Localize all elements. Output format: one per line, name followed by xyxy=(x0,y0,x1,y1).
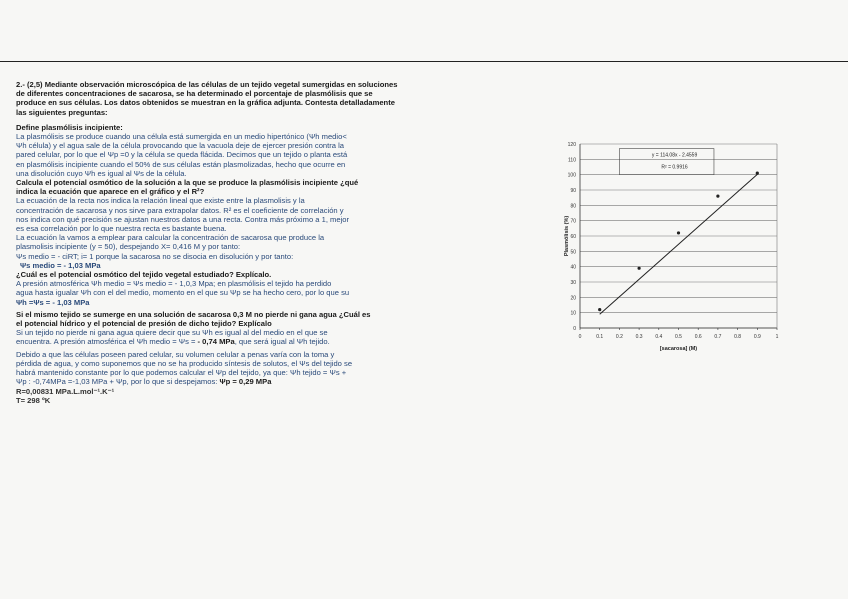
y-tick-label: 20 xyxy=(570,295,576,302)
question-line: 2.- (2,5) Mediante observación microscópica de las células de un tejido vegetal sumergidas en soluciones xyxy=(16,80,398,89)
x-tick-label: 0.3 xyxy=(635,334,643,340)
answer-line xyxy=(16,337,469,346)
answer-tejido xyxy=(16,279,469,297)
answer-line: habrá mantenido constante por lo que podemos calcular el Ψp del tejido, ya que: Ψh tejido = Ψs + xyxy=(16,368,347,378)
x-tick-label: 0.4 xyxy=(655,334,663,340)
x-tick-label: 1 xyxy=(775,334,779,340)
top-rule xyxy=(0,61,848,62)
y-tick-label: 100 xyxy=(567,172,576,179)
y-tick-label: 60 xyxy=(570,234,576,240)
y-tick-label: 30 xyxy=(570,280,576,286)
y-tick-label: 70 xyxy=(570,218,576,225)
answer-line: concentración de sacarosa y nos sirve para extrapolar datos. R² es el coeficiente de correlación y xyxy=(16,205,344,215)
answer-text: Ψp : -0,74MPa =-1,03 MPa + Ψp, por lo que si despejamos: xyxy=(16,377,220,387)
heading-line: Calcula el potencial osmótico de la solución a la que se produce la plasmólisis incipiente ¿qué xyxy=(16,178,359,188)
x-axis-label: [sacarosa] (M) xyxy=(659,346,698,352)
x-tick-label: 0.5 xyxy=(675,334,682,340)
x-tick-label: 0.2 xyxy=(615,334,623,340)
y-tick-label: 50 xyxy=(570,249,576,256)
x-tick-label: 0.6 xyxy=(694,334,702,340)
answer-line: A presión atmosférica Ψh medio = Ψs medio = - 1,0,3 Mpa; en plasmólisis el tejido ha perdido xyxy=(16,279,332,289)
answer-line xyxy=(16,377,469,386)
answer-line: agua hasta igualar Ψh con el del medio, momento en el que su Ψp se ha hecho cero, por lo que su xyxy=(16,288,350,298)
data-point xyxy=(716,195,719,198)
answer-text: encuentra. A presión atmosférica el Ψh medio = Ψs = xyxy=(16,337,198,347)
result-psi-s-medio: Ψs medio = - 1,03 MPa xyxy=(20,260,101,270)
y-axis-label: Plasmólisis (%) xyxy=(564,215,570,257)
y-tick-label: 90 xyxy=(570,188,576,194)
data-point xyxy=(638,267,641,270)
answer-plasmolisis xyxy=(16,132,469,178)
x-tick-label: 0.8 xyxy=(734,334,742,340)
heading-line: el potencial hídrico y el potencial de presión de dicho tejido? Explícalo xyxy=(16,319,272,329)
question-line: de diferentes concentraciones de sacarosa, se ha determinado el porcentaje de plasmólisis que se xyxy=(16,89,373,99)
constant-t: T= 298 ºK xyxy=(16,395,51,405)
answer-line: pared celular, por lo que el Ψp =0 y la célula se queda flácida. Decimos que un tejido o planta está xyxy=(16,150,348,160)
heading-potencial-osmotico-tejido: ¿Cuál es el potencial osmótico del tejido vegetal estudiado? Explícalo. xyxy=(16,270,272,280)
answer-line: plasmolisis incipiente (y = 50), despejando X= 0,416 M y por tanto: xyxy=(16,242,241,252)
answer-line: Ψh célula) y el agua sale de la célula provocando que la vacuola deje de ejercer presión contra la xyxy=(16,141,345,151)
question-statement xyxy=(16,80,469,117)
y-tick-label: 120 xyxy=(567,142,576,148)
answer-line: La ecuación la vamos a emplear para calcular la concentración de sacarosa que produce la xyxy=(16,233,325,243)
data-point xyxy=(756,172,759,175)
heading-plasmolisis: Define plasmólisis incipiente: xyxy=(16,122,123,132)
y-tick-label: 80 xyxy=(570,203,576,210)
constant-r: R=0,00831 MPa.L.mol⁻¹.K⁻¹ xyxy=(16,386,115,396)
x-tick-label: 0 xyxy=(578,334,582,340)
result-psi-h: Ψh =Ψs = - 1,03 MPa xyxy=(16,297,90,307)
y-tick-label: 10 xyxy=(570,310,576,317)
answer-line: pérdida de agua, y como suponemos que no se ha producido síntesis de solutos, el Ψs del tejido se xyxy=(16,358,353,368)
answer-hidrico xyxy=(16,328,469,386)
heading-potencial-hidrico xyxy=(16,310,469,328)
answer-text: , que será igual al Ψh tejido. xyxy=(234,337,330,347)
result-psi-p: Ψp = 0,29 MPa xyxy=(219,377,272,387)
chart-svg xyxy=(562,138,792,360)
x-tick-label: 0.1 xyxy=(596,334,604,340)
data-point xyxy=(677,231,680,234)
trendline xyxy=(600,174,758,314)
question-line: produce en sus células. Los datos obtenidos se muestran en la gráfica adjunta. Contesta detalladamente xyxy=(16,98,395,108)
answer-line: una disolución cuyo Ψh es igual al Ψs de la célula. xyxy=(16,168,187,178)
plasmolisis-chart xyxy=(562,138,792,360)
exam-document xyxy=(16,80,469,405)
y-tick-label: 110 xyxy=(568,157,576,164)
answer-line: nos indica con qué precisión se ajustan nuestros datos a una recta. Contra más próximo a 1, mejor xyxy=(16,214,350,224)
answer-line: en plasmólisis incipiente cuando el 50% de sus células están plasmolizadas, hecho que ocurre en xyxy=(16,159,346,169)
answer-line: es esa correlación por lo que nuestra recta es bastante buena. xyxy=(16,224,227,234)
heading-line: indica la ecuación que aparece en el gráfico y el R²? xyxy=(16,187,205,197)
answer-ecuacion xyxy=(16,196,469,260)
x-tick-label: 0.7 xyxy=(714,334,722,340)
r2-label: R² = 0.9916 xyxy=(661,164,688,171)
answer-line: La ecuación de la recta nos indica la relación lineal que existe entre la plasmolisis y la xyxy=(16,196,305,206)
x-tick-label: 0.9 xyxy=(753,334,761,340)
question-line: las siguientes preguntas: xyxy=(16,107,108,117)
answer-line: Ψs medio = - ciRT; i= 1 porque la sacarosa no se disocia en disolución y por tanto: xyxy=(16,251,294,261)
y-tick-label: 40 xyxy=(570,264,576,271)
heading-line: Si el mismo tejido se sumerge en una solución de sacarosa 0,3 M no pierde ni gana agua ¿Cuál es xyxy=(16,309,371,319)
y-tick-label: 0 xyxy=(573,326,576,332)
answer-line: Debido a que las células poseen pared celular, su volumen celular a penas varía con la toma y xyxy=(16,349,335,359)
heading-potencial-osmotico-solucion xyxy=(16,178,469,196)
answer-line: La plasmólisis se produce cuando una célula está sumergida en un medio hipertónico (Ψh medio< xyxy=(16,132,347,142)
equation-label: y = 114.08x - 2.4559 xyxy=(651,152,698,159)
answer-line: Si un tejido no pierde ni gana agua quiere decir que su Ψh es igual al del medio en el que se xyxy=(16,328,328,338)
data-point xyxy=(598,308,601,311)
result-psi-h-medio: - 0,74 MPa xyxy=(197,337,235,347)
